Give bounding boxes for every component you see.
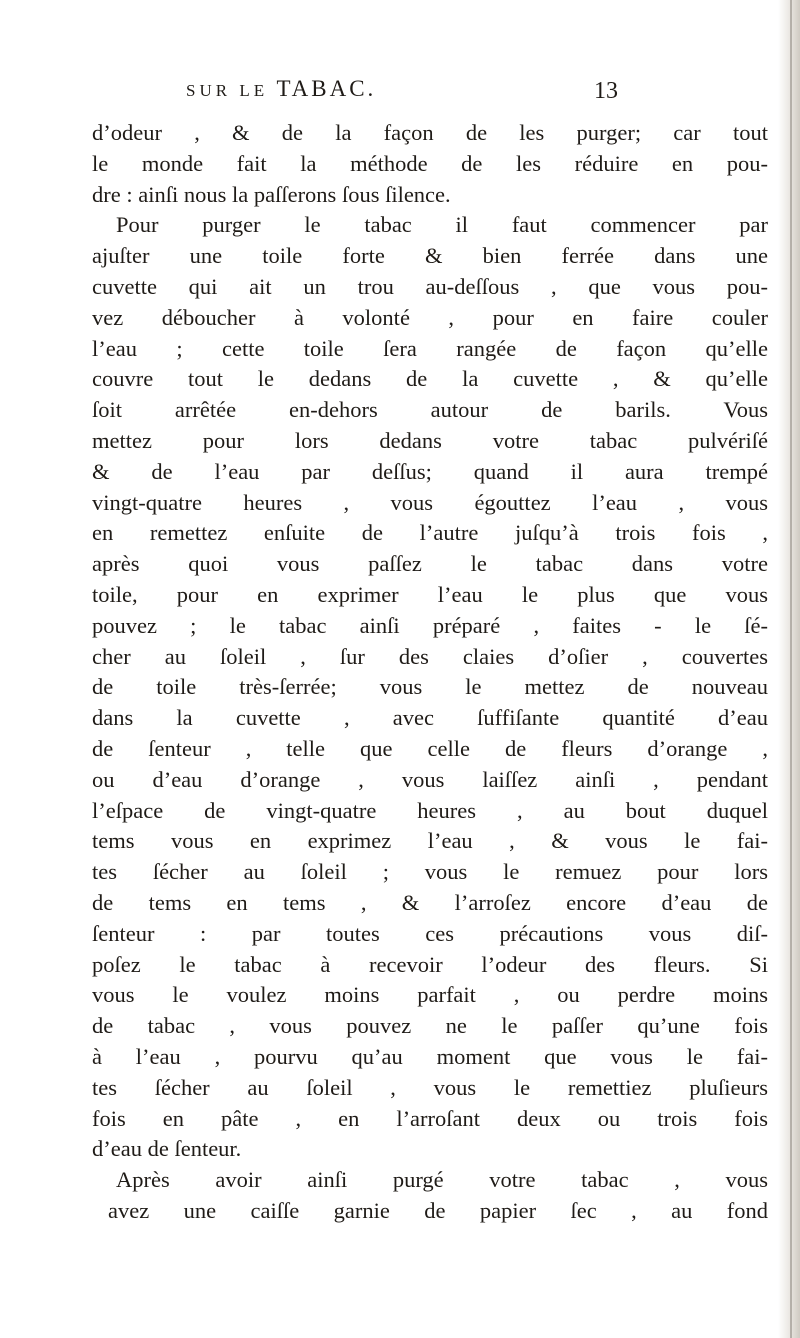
text-line: ou d’eau d’orange , vous laiſſez ainſi , pendant [92, 766, 768, 792]
text-line: dre : ainſi nous la paſſerons ſous ſilence. [92, 181, 451, 207]
text-line: à l’eau , pourvu qu’au moment que vous le fai- [92, 1043, 768, 1069]
text-line: de tems en tems , & l’arroſez encore d’eau de [92, 889, 768, 915]
text-line: avez une caiſſe garnie de papier ſec , au fond [108, 1197, 768, 1223]
page-edge-line [790, 0, 792, 1338]
text-line: vingt-quatre heures , vous égouttez l’eau , vous [92, 489, 768, 515]
text-line: tes ſécher au ſoleil ; vous le remuez pour lors [92, 859, 768, 885]
text-line: ajuſter une toile forte & bien ferrée dans une [92, 243, 768, 269]
text-line: tes ſécher au ſoleil , vous le remettiez pluſieurs [92, 1074, 768, 1100]
text-line: d’eau de ſenteur. [92, 1136, 242, 1162]
text-line: poſez le tabac à recevoir l’odeur des fleurs. Si [92, 951, 768, 977]
running-head-large: TABAC. [276, 76, 377, 101]
text-line: & de l’eau par deſſus; quand il aura trempé [92, 458, 768, 484]
running-head [186, 76, 576, 110]
text-line: de tabac , vous pouvez ne le paſſer qu’une fois [92, 1013, 768, 1039]
text-line: cher au ſoleil , ſur des claies d’oſier , couvertes [92, 643, 768, 669]
body-text [92, 118, 768, 1227]
text-line: dans la cuvette , avec ſuffiſante quantité d’eau [92, 705, 768, 731]
text-line: mettez pour lors dedans votre tabac pulvériſé [92, 427, 768, 453]
page-number: 13 [594, 78, 618, 104]
text-line: cuvette qui ait un trou au-deſſous , que vous pou- [92, 273, 768, 299]
text-line: l’eau ; cette toile ſera rangée de façon qu’elle [92, 335, 768, 361]
text-line: couvre tout le dedans de la cuvette , & qu’elle [92, 366, 768, 392]
text-line: Pour purger le tabac il faut commencer par [116, 212, 768, 238]
text-line: après quoi vous paſſez le tabac dans votre [92, 551, 768, 577]
text-line: ſoit arrêtée en-dehors autour de barils. Vous [92, 397, 768, 423]
text-line: tems vous en exprimez l’eau , & vous le fai- [92, 828, 768, 854]
text-line: toile, pour en exprimer l’eau le plus que vous [92, 581, 768, 607]
text-line: le monde fait la méthode de les réduire en pou- [92, 150, 768, 176]
text-line: de toile très-ſerrée; vous le mettez de nouveau [92, 674, 768, 700]
text-line: de ſenteur , telle que celle de fleurs d’orange , [92, 735, 768, 761]
text-line: vez déboucher à volonté , pour en faire couler [92, 304, 768, 330]
text-line: Après avoir ainſi purgé votre tabac , vous [116, 1167, 768, 1193]
text-line: l’eſpace de vingt-quatre heures , au bout duquel [92, 797, 768, 823]
text-line: en remettez enſuite de l’autre juſqu’à trois fois , [92, 520, 768, 546]
running-head-small: SUR LE [186, 81, 269, 100]
text-line: vous le voulez moins parfait , ou perdre moins [92, 982, 768, 1008]
text-line: d’odeur , & de la façon de les purger; car tout [92, 120, 768, 145]
text-line: ſenteur : par toutes ces précautions vous diſ- [92, 920, 768, 946]
page-gutter-shadow [778, 0, 800, 1338]
text-line: fois en pâte , en l’arroſant deux ou trois fois [92, 1105, 768, 1131]
text-line: pouvez ; le tabac ainſi préparé , faites - le ſé- [92, 612, 768, 638]
